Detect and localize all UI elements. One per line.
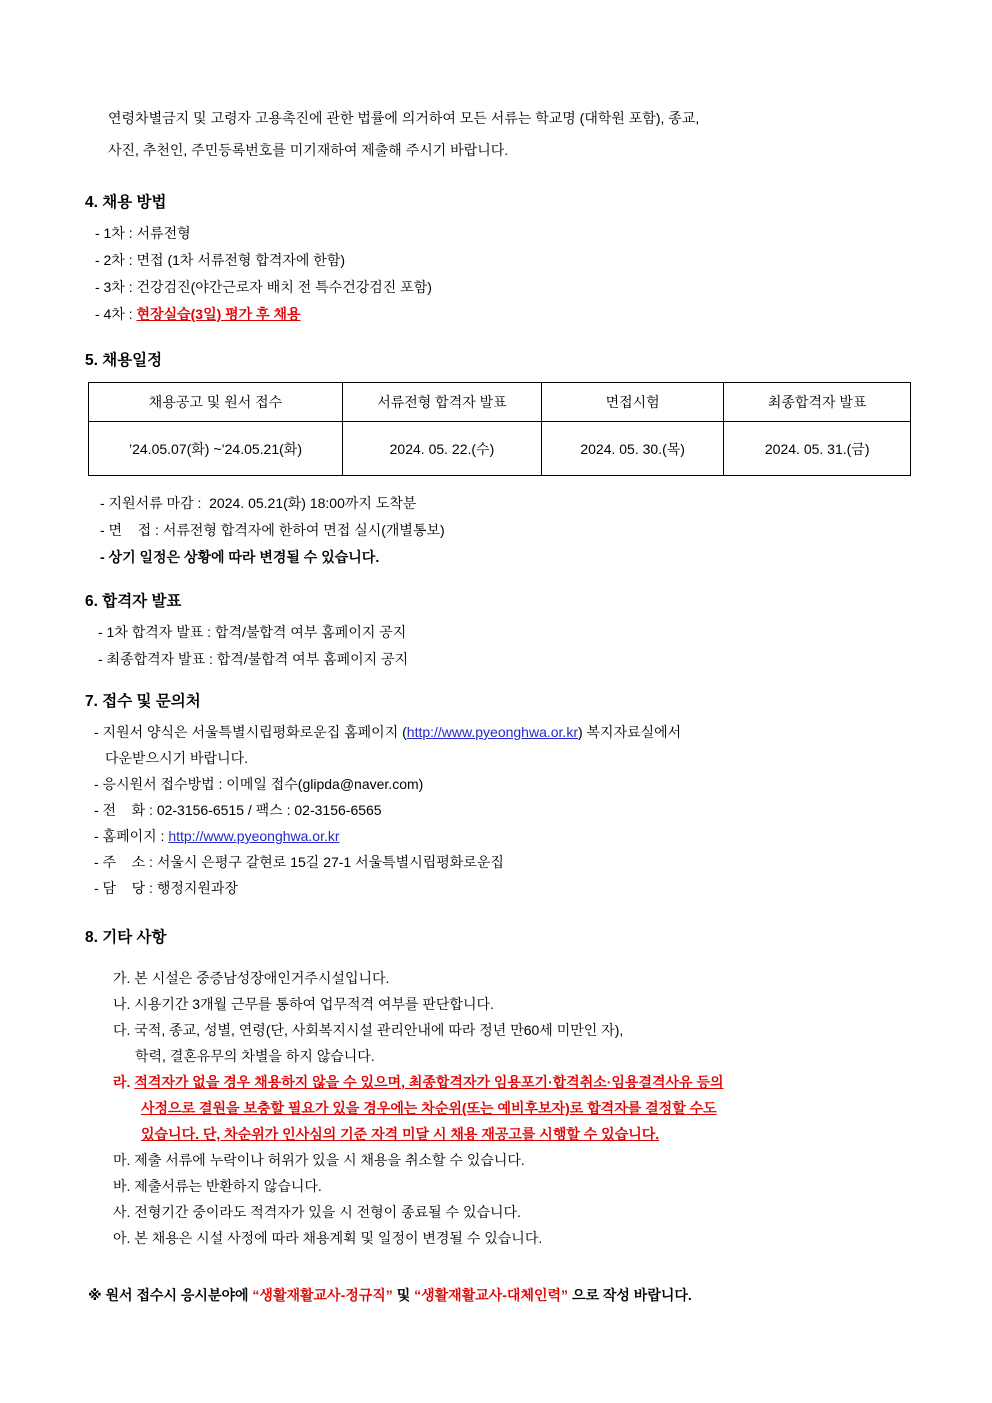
hiring-step-1: - 1차 : 서류전형: [95, 225, 191, 241]
schedule-cell-interview: 2024. 05. 30.(목): [541, 422, 723, 476]
homepage-link-2[interactable]: http://www.pyeonghwa.or.kr: [168, 828, 340, 844]
announce-first: - 1차 합격자 발표 : 합격/불합격 여부 홈페이지 공지: [98, 624, 407, 640]
contact-form-suffix: ) 복지자료실에서: [577, 724, 682, 740]
contact-homepage-label: - 홈페이지 :: [94, 828, 169, 844]
schedule-header-row: [89, 383, 911, 422]
section-4-heading: 4. 채용 방법: [85, 194, 167, 211]
section-6-list: [98, 619, 992, 673]
schedule-header-final-result: 최종합격자 발표: [724, 383, 911, 422]
section-4-list: [95, 220, 992, 328]
footnote-field-substitute: “생활재활교사-대체인력”: [414, 1287, 569, 1303]
etc-item-ga: 가. 본 시설은 중증남성장애인거주시설입니다.: [113, 970, 390, 986]
hiring-step-4-highlight: 현장실습(3일) 평가 후 채용: [136, 306, 301, 322]
etc-item-da-line2: 학력, 결혼유무의 차별을 하지 않습니다.: [135, 1048, 375, 1064]
contact-phone-fax: - 전 화 : 02-3156-6515 / 팩스 : 02-3156-6565: [94, 802, 382, 818]
etc-item-da-line1: 다. 국적, 종교, 성별, 연령(단, 사회복지시설 관리안내에 따라 정년 만60세 미만인 자),: [113, 1022, 624, 1038]
etc-item-ra-text1: 적격자가 없을 경우 채용하지 않을 수 있으며, 최종합격자가 임용포기·합격취소·임용결격사유 등의: [134, 1074, 724, 1090]
contact-homepage: [94, 823, 992, 849]
etc-item-ba: 바. 제출서류는 반환하지 않습니다.: [113, 1178, 322, 1194]
etc-item-na: 나. 시용기간 3개월 근무를 통하여 업무적격 여부를 판단합니다.: [113, 996, 494, 1012]
contact-form-download: [94, 719, 992, 745]
section-7-list: [94, 719, 992, 901]
contact-address: - 주 소 : 서울시 은평구 갈현로 15길 27-1 서울특별시립평화로운집: [94, 854, 504, 870]
etc-item-ra-line3: [113, 1121, 992, 1147]
etc-item-ma: 마. 제출 서류에 누락이나 허위가 있을 시 채용을 취소할 수 있습니다.: [113, 1152, 525, 1168]
schedule-cell-doc-result: 2024. 05. 22.(수): [342, 422, 541, 476]
footnote-prefix: ※ 원서 접수시 응시분야에: [88, 1287, 253, 1303]
section-6-heading: 6. 합격자 발표: [85, 593, 182, 610]
note-schedule-change: - 상기 일정은 상황에 따라 변경될 수 있습니다.: [100, 549, 380, 565]
schedule-data-row: [89, 422, 911, 476]
footnote-mid: 및: [392, 1287, 415, 1303]
section-8-heading: 8. 기타 사항: [85, 929, 167, 946]
section-7-heading: 7. 접수 및 문의처: [85, 693, 201, 710]
contact-form-prefix: - 지원서 양식은 서울특별시립평화로운집 홈페이지 (: [94, 724, 407, 740]
schedule-notes: [100, 490, 992, 571]
hiring-step-4-prefix: - 4차 :: [95, 306, 137, 322]
contact-form-download-line2: 다운받으시기 바랍니다.: [105, 750, 249, 766]
intro-paragraph: [108, 102, 912, 166]
contact-apply-method: - 응시원서 접수방법 : 이메일 접수(glipda@naver.com): [94, 776, 424, 792]
contact-person: - 담 당 : 행정지원과장: [94, 880, 238, 896]
section-5-heading: 5. 채용일정: [85, 352, 163, 369]
intro-line-1: 연령차별금지 및 고령자 고용촉진에 관한 법률에 의거하여 모든 서류는 학교명 (대학원 포함), 종교,: [108, 110, 700, 126]
footnote-field-regular: “생활재활교사-정규직”: [252, 1287, 393, 1303]
hiring-step-2: - 2차 : 면접 (1차 서류전형 합격자에 한함): [95, 252, 346, 268]
homepage-link[interactable]: http://www.pyeonghwa.or.kr: [406, 724, 578, 740]
etc-item-a: 아. 본 채용은 시설 사정에 따라 채용계획 및 일정이 변경될 수 있습니다.: [113, 1230, 543, 1246]
schedule-header-doc-result: 서류전형 합격자 발표: [342, 383, 541, 422]
hiring-step-4: [95, 301, 992, 328]
announce-final: - 최종합격자 발표 : 합격/불합격 여부 홈페이지 공지: [98, 651, 409, 667]
schedule-cell-final-result: 2024. 05. 31.(금): [724, 422, 911, 476]
schedule-cell-apply: ’24.05.07(화) ~’24.05.21(화): [89, 422, 343, 476]
schedule-table: [88, 382, 911, 476]
section-8-list: [113, 965, 992, 1251]
etc-item-ra-text2: 사정으로 결원을 보충할 필요가 있을 경우에는 차순위(또는 예비후보자)로 합격자를 결정할 수도: [141, 1100, 717, 1116]
schedule-header-apply: 채용공고 및 원서 접수: [89, 383, 343, 422]
etc-item-ra-line1: [113, 1069, 992, 1095]
note-interview: - 면 접 : 서류전형 합격자에 한하여 면접 실시(개별통보): [100, 522, 445, 538]
etc-item-ra-prefix: 라.: [113, 1074, 135, 1090]
schedule-header-interview: 면접시험: [541, 383, 723, 422]
note-deadline: - 지원서류 마감 : 2024. 05.21(화) 18:00까지 도착분: [100, 495, 417, 511]
etc-item-ra-text3: 있습니다. 단, 차순위가 인사심의 기준 자격 미달 시 채용 재공고를 시행할 수 있습니다.: [141, 1126, 660, 1142]
etc-item-ra-line2: [113, 1095, 992, 1121]
intro-line-2: 사진, 추천인, 주민등록번호를 미기재하여 제출해 주시기 바랍니다.: [108, 142, 509, 158]
footnote-suffix: 으로 작성 바랍니다.: [568, 1287, 692, 1303]
etc-item-sa: 사. 전형기간 중이라도 적격자가 있을 시 전형이 종료될 수 있습니다.: [113, 1204, 521, 1220]
hiring-step-3: - 3차 : 건강검진(야간근로자 배치 전 특수건강검진 포함): [95, 279, 432, 295]
application-field-footnote: [88, 1283, 992, 1307]
